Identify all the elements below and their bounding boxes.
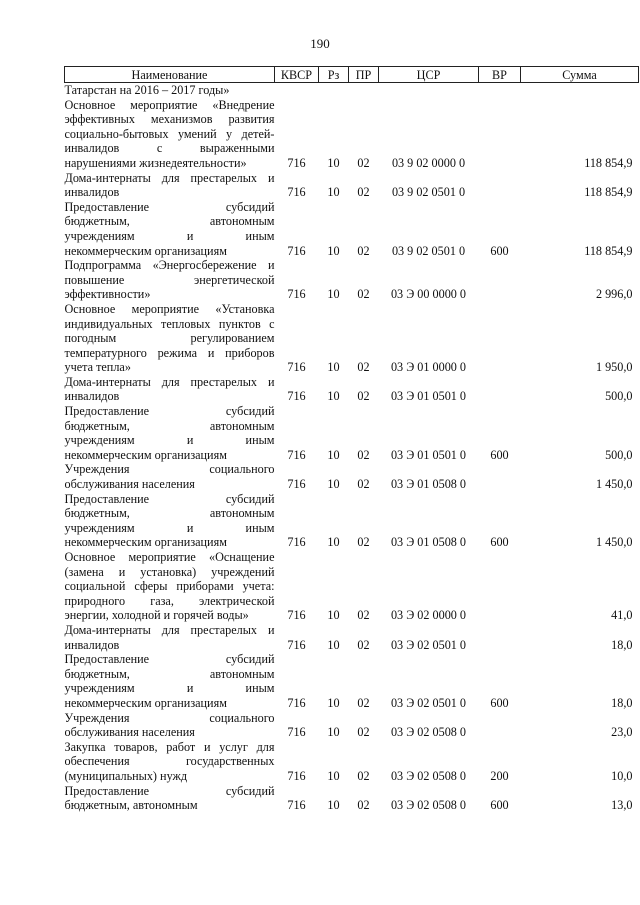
row-vr-cell — [479, 623, 521, 652]
row-pr-cell: 02 — [357, 637, 370, 652]
row-csr-cell: 03 Э 01 0501 0 — [390, 389, 467, 404]
row-name-line: инвалидов — [64, 185, 120, 200]
row-name-line: Дома-интернаты для престарелых и — [64, 622, 275, 637]
row-rz-cell: 10 — [327, 725, 340, 740]
row-rz-cell: 10 — [327, 360, 340, 375]
row-csr-cell: 03 9 02 0501 0 — [391, 185, 466, 200]
row-name-line: Основное мероприятие «Внедрение — [64, 97, 275, 112]
row-sum-cell: 118 854,9 — [584, 185, 633, 200]
row-name-line: индивидуальных тепловых пунктов с — [64, 316, 275, 331]
row-kvsr-cell: 716 — [287, 185, 306, 200]
row-name-line: нарушениями жизнедеятельности» — [64, 155, 247, 170]
row-name-line: (замена и установка) учреждений — [64, 564, 275, 579]
row-name-line: социально-бытовых умений у детей- — [64, 126, 275, 141]
table-row — [65, 740, 639, 784]
row-name-line: социальной сферы приборами учета: — [64, 579, 275, 594]
row-rz-cell: 10 — [327, 637, 340, 652]
row-name-cell — [65, 784, 275, 813]
table-row — [65, 462, 639, 491]
table-row — [65, 784, 639, 813]
row-vr-cell: 600 — [490, 535, 509, 550]
row-pr-cell: 02 — [357, 535, 370, 550]
header-vr: ВР — [479, 67, 521, 83]
row-name-cell — [65, 623, 275, 652]
row-name-line: учреждениям и иным — [64, 228, 275, 243]
header-csr: ЦСР — [379, 67, 479, 83]
table-row — [65, 171, 639, 200]
row-rz-cell: 10 — [327, 447, 340, 462]
row-name-line: некоммерческим организациям — [64, 447, 227, 462]
row-pr-cell: 02 — [357, 185, 370, 200]
row-csr-cell: 03 Э 02 0000 0 — [390, 608, 467, 623]
row-name-cell — [65, 550, 275, 623]
row-name-line: повышение энергетической — [64, 272, 275, 287]
row-name-cell — [65, 171, 275, 200]
row-name-line: Татарстан на 2016 – 2017 годы» — [64, 83, 230, 97]
row-name-line: обслуживания населения — [64, 477, 195, 492]
row-sum-cell: 2 996,0 — [595, 287, 633, 302]
row-kvsr-cell: 716 — [287, 637, 306, 652]
row-vr-cell: 600 — [490, 447, 509, 462]
row-csr-cell: 03 Э 02 0501 0 — [390, 637, 467, 652]
row-pr-cell: 02 — [357, 155, 370, 170]
row-name-cell — [65, 492, 275, 550]
row-csr-cell: 03 Э 01 0508 0 — [390, 477, 467, 492]
table-row — [65, 258, 639, 302]
row-name-line: учреждениям и иным — [64, 520, 275, 535]
row-name-line: некоммерческим организациям — [64, 535, 227, 550]
row-name-cell — [65, 462, 275, 491]
row-pr-cell: 02 — [357, 477, 370, 492]
row-sum-cell: 500,0 — [605, 389, 633, 404]
row-rz-cell: 10 — [327, 798, 340, 813]
row-csr-cell: 03 Э 02 0501 0 — [390, 695, 467, 710]
row-sum-cell: 1 450,0 — [595, 535, 633, 550]
row-kvsr-cell: 716 — [287, 608, 306, 623]
row-kvsr-cell: 716 — [287, 243, 306, 258]
row-sum-cell: 10,0 — [611, 768, 633, 783]
row-csr-cell: 03 Э 02 0508 0 — [390, 768, 467, 783]
row-rz-cell: 10 — [327, 695, 340, 710]
row-name-line: Подпрограмма «Энергосбережение и — [64, 258, 275, 273]
row-sum-cell: 118 854,9 — [584, 155, 633, 170]
row-pr-cell: 02 — [357, 798, 370, 813]
row-vr-cell — [479, 98, 521, 171]
header-rz: Рз — [319, 67, 349, 83]
row-vr-cell: 600 — [490, 798, 509, 813]
row-name-line: бюджетным, автономным — [64, 666, 275, 681]
row-name-cell — [65, 302, 275, 375]
row-sum-cell: 1 450,0 — [595, 477, 633, 492]
row-rz-cell: 10 — [327, 477, 340, 492]
row-sum-cell: 500,0 — [605, 447, 633, 462]
row-name-line: Учреждения социального — [64, 710, 275, 725]
row-rz-cell: 10 — [327, 535, 340, 550]
row-vr-cell — [479, 550, 521, 623]
row-pr-cell: 02 — [357, 725, 370, 740]
row-name-line: учреждениям и иным — [64, 681, 275, 696]
header-kvsr: КВСР — [275, 67, 319, 83]
table-row — [65, 98, 639, 171]
row-vr-cell: 600 — [490, 243, 509, 258]
table-body — [65, 83, 639, 813]
row-kvsr-cell: 716 — [287, 535, 306, 550]
row-sum-cell: 23,0 — [611, 725, 633, 740]
budget-table-container — [64, 66, 638, 813]
row-name-cell — [65, 375, 275, 404]
row-vr-cell — [479, 83, 521, 98]
row-name-line: температурного режима и приборов — [64, 345, 275, 360]
table-header-row — [65, 67, 639, 83]
row-csr-cell: 03 Э 02 0508 0 — [390, 798, 467, 813]
table-row — [65, 404, 639, 462]
row-name-line: Дома-интернаты для престарелых и — [64, 374, 275, 389]
row-sum-cell: 41,0 — [611, 608, 633, 623]
row-name-line: инвалидов — [64, 637, 120, 652]
row-name-line: учета тепла» — [64, 360, 131, 375]
row-vr-cell — [479, 258, 521, 302]
row-csr-cell: 03 9 02 0000 0 — [391, 155, 466, 170]
row-rz-cell: 10 — [327, 155, 340, 170]
row-name-line: инвалидов — [64, 389, 120, 404]
row-vr-cell — [479, 375, 521, 404]
row-sum-cell: 118 854,9 — [584, 243, 633, 258]
row-name-line: эффективности» — [64, 287, 151, 302]
row-name-line: бюджетным, автономным — [64, 506, 275, 521]
row-rz-cell: 10 — [327, 608, 340, 623]
header-pr: ПР — [349, 67, 379, 83]
row-vr-cell — [479, 462, 521, 491]
row-kvsr-cell: 716 — [287, 798, 306, 813]
row-sum-cell: 13,0 — [611, 798, 633, 813]
row-name-line: погодным регулированием — [64, 331, 275, 346]
table-row — [65, 375, 639, 404]
row-name-line: энергии, холодной и горячей воды» — [64, 608, 249, 623]
row-rz-cell: 10 — [327, 185, 340, 200]
row-rz-cell: 10 — [327, 243, 340, 258]
table-row — [65, 623, 639, 652]
row-name-line: некоммерческим организациям — [64, 695, 227, 710]
row-csr-cell: 03 Э 02 0508 0 — [390, 725, 467, 740]
row-sum-cell: 18,0 — [611, 637, 633, 652]
row-pr-cell: 02 — [357, 608, 370, 623]
row-name-cell — [65, 740, 275, 784]
row-name-line: обслуживания населения — [64, 725, 195, 740]
budget-table — [64, 66, 639, 813]
row-rz-cell — [319, 83, 349, 98]
row-name-line: некоммерческим организациям — [64, 243, 227, 258]
row-pr-cell: 02 — [357, 243, 370, 258]
table-row — [65, 83, 639, 98]
header-name: Наименование — [65, 67, 275, 83]
row-vr-cell — [479, 711, 521, 740]
row-name-line: учреждениям и иным — [64, 433, 275, 448]
row-csr-cell: 03 Э 01 0000 0 — [390, 360, 467, 375]
row-name-cell — [65, 200, 275, 258]
row-rz-cell: 10 — [327, 768, 340, 783]
page-number: 190 — [310, 36, 330, 51]
row-name-cell — [65, 404, 275, 462]
row-name-line: эффективных механизмов развития — [64, 112, 275, 127]
row-vr-cell — [479, 171, 521, 200]
row-vr-cell: 600 — [490, 695, 509, 710]
row-name-cell — [65, 83, 275, 98]
table-row — [65, 652, 639, 710]
row-csr-cell: 03 Э 01 0508 0 — [390, 535, 467, 550]
row-name-line: (муниципальных) нужд — [64, 768, 188, 783]
row-rz-cell: 10 — [327, 389, 340, 404]
row-name-line: Закупка товаров, работ и услуг для — [64, 739, 275, 754]
row-name-cell — [65, 652, 275, 710]
row-pr-cell: 02 — [357, 695, 370, 710]
table-row — [65, 492, 639, 550]
row-kvsr-cell — [275, 83, 319, 98]
row-name-line: природного газа, электрической — [64, 593, 275, 608]
row-rz-cell: 10 — [327, 287, 340, 302]
header-sum: Сумма — [521, 67, 639, 83]
row-kvsr-cell: 716 — [287, 768, 306, 783]
table-row — [65, 550, 639, 623]
row-kvsr-cell: 716 — [287, 155, 306, 170]
row-kvsr-cell: 716 — [287, 447, 306, 462]
row-csr-cell: 03 9 02 0501 0 — [391, 243, 466, 258]
row-name-line: бюджетным, автономным — [64, 214, 275, 229]
row-name-line: Учреждения социального — [64, 462, 275, 477]
row-sum-cell — [521, 83, 639, 98]
table-row — [65, 200, 639, 258]
row-pr-cell: 02 — [357, 768, 370, 783]
row-csr-cell — [379, 83, 479, 98]
row-kvsr-cell: 716 — [287, 695, 306, 710]
row-sum-cell: 1 950,0 — [595, 360, 633, 375]
row-pr-cell: 02 — [357, 447, 370, 462]
row-kvsr-cell: 716 — [287, 477, 306, 492]
table-row — [65, 711, 639, 740]
row-pr-cell: 02 — [357, 287, 370, 302]
row-kvsr-cell: 716 — [287, 389, 306, 404]
row-csr-cell: 03 Э 00 0000 0 — [390, 287, 467, 302]
row-sum-cell: 18,0 — [611, 695, 633, 710]
row-name-line: обеспечения государственных — [64, 754, 275, 769]
row-name-cell — [65, 98, 275, 171]
row-csr-cell: 03 Э 01 0501 0 — [390, 447, 467, 462]
row-pr-cell: 02 — [357, 389, 370, 404]
row-name-line: Дома-интернаты для престарелых и — [64, 170, 275, 185]
row-vr-cell: 200 — [490, 768, 509, 783]
row-vr-cell — [479, 302, 521, 375]
row-name-line: бюджетным, автономным — [64, 798, 198, 813]
table-row — [65, 302, 639, 375]
row-name-line: Предоставление субсидий — [64, 404, 275, 419]
row-name-line: Предоставление субсидий — [64, 491, 275, 506]
row-name-cell — [65, 711, 275, 740]
row-kvsr-cell: 716 — [287, 725, 306, 740]
row-name-cell — [65, 258, 275, 302]
row-name-line: Предоставление субсидий — [64, 783, 275, 798]
row-name-line: Предоставление субсидий — [64, 652, 275, 667]
row-name-line: Основное мероприятие «Установка — [64, 301, 275, 316]
row-name-line: Основное мероприятие «Оснащение — [64, 550, 275, 564]
row-kvsr-cell: 716 — [287, 287, 306, 302]
row-pr-cell: 02 — [357, 360, 370, 375]
row-name-line: Предоставление субсидий — [64, 199, 275, 214]
row-kvsr-cell: 716 — [287, 360, 306, 375]
row-name-line: бюджетным, автономным — [64, 418, 275, 433]
row-name-line: инвалидов с выраженными — [64, 141, 275, 156]
row-pr-cell — [349, 83, 379, 98]
